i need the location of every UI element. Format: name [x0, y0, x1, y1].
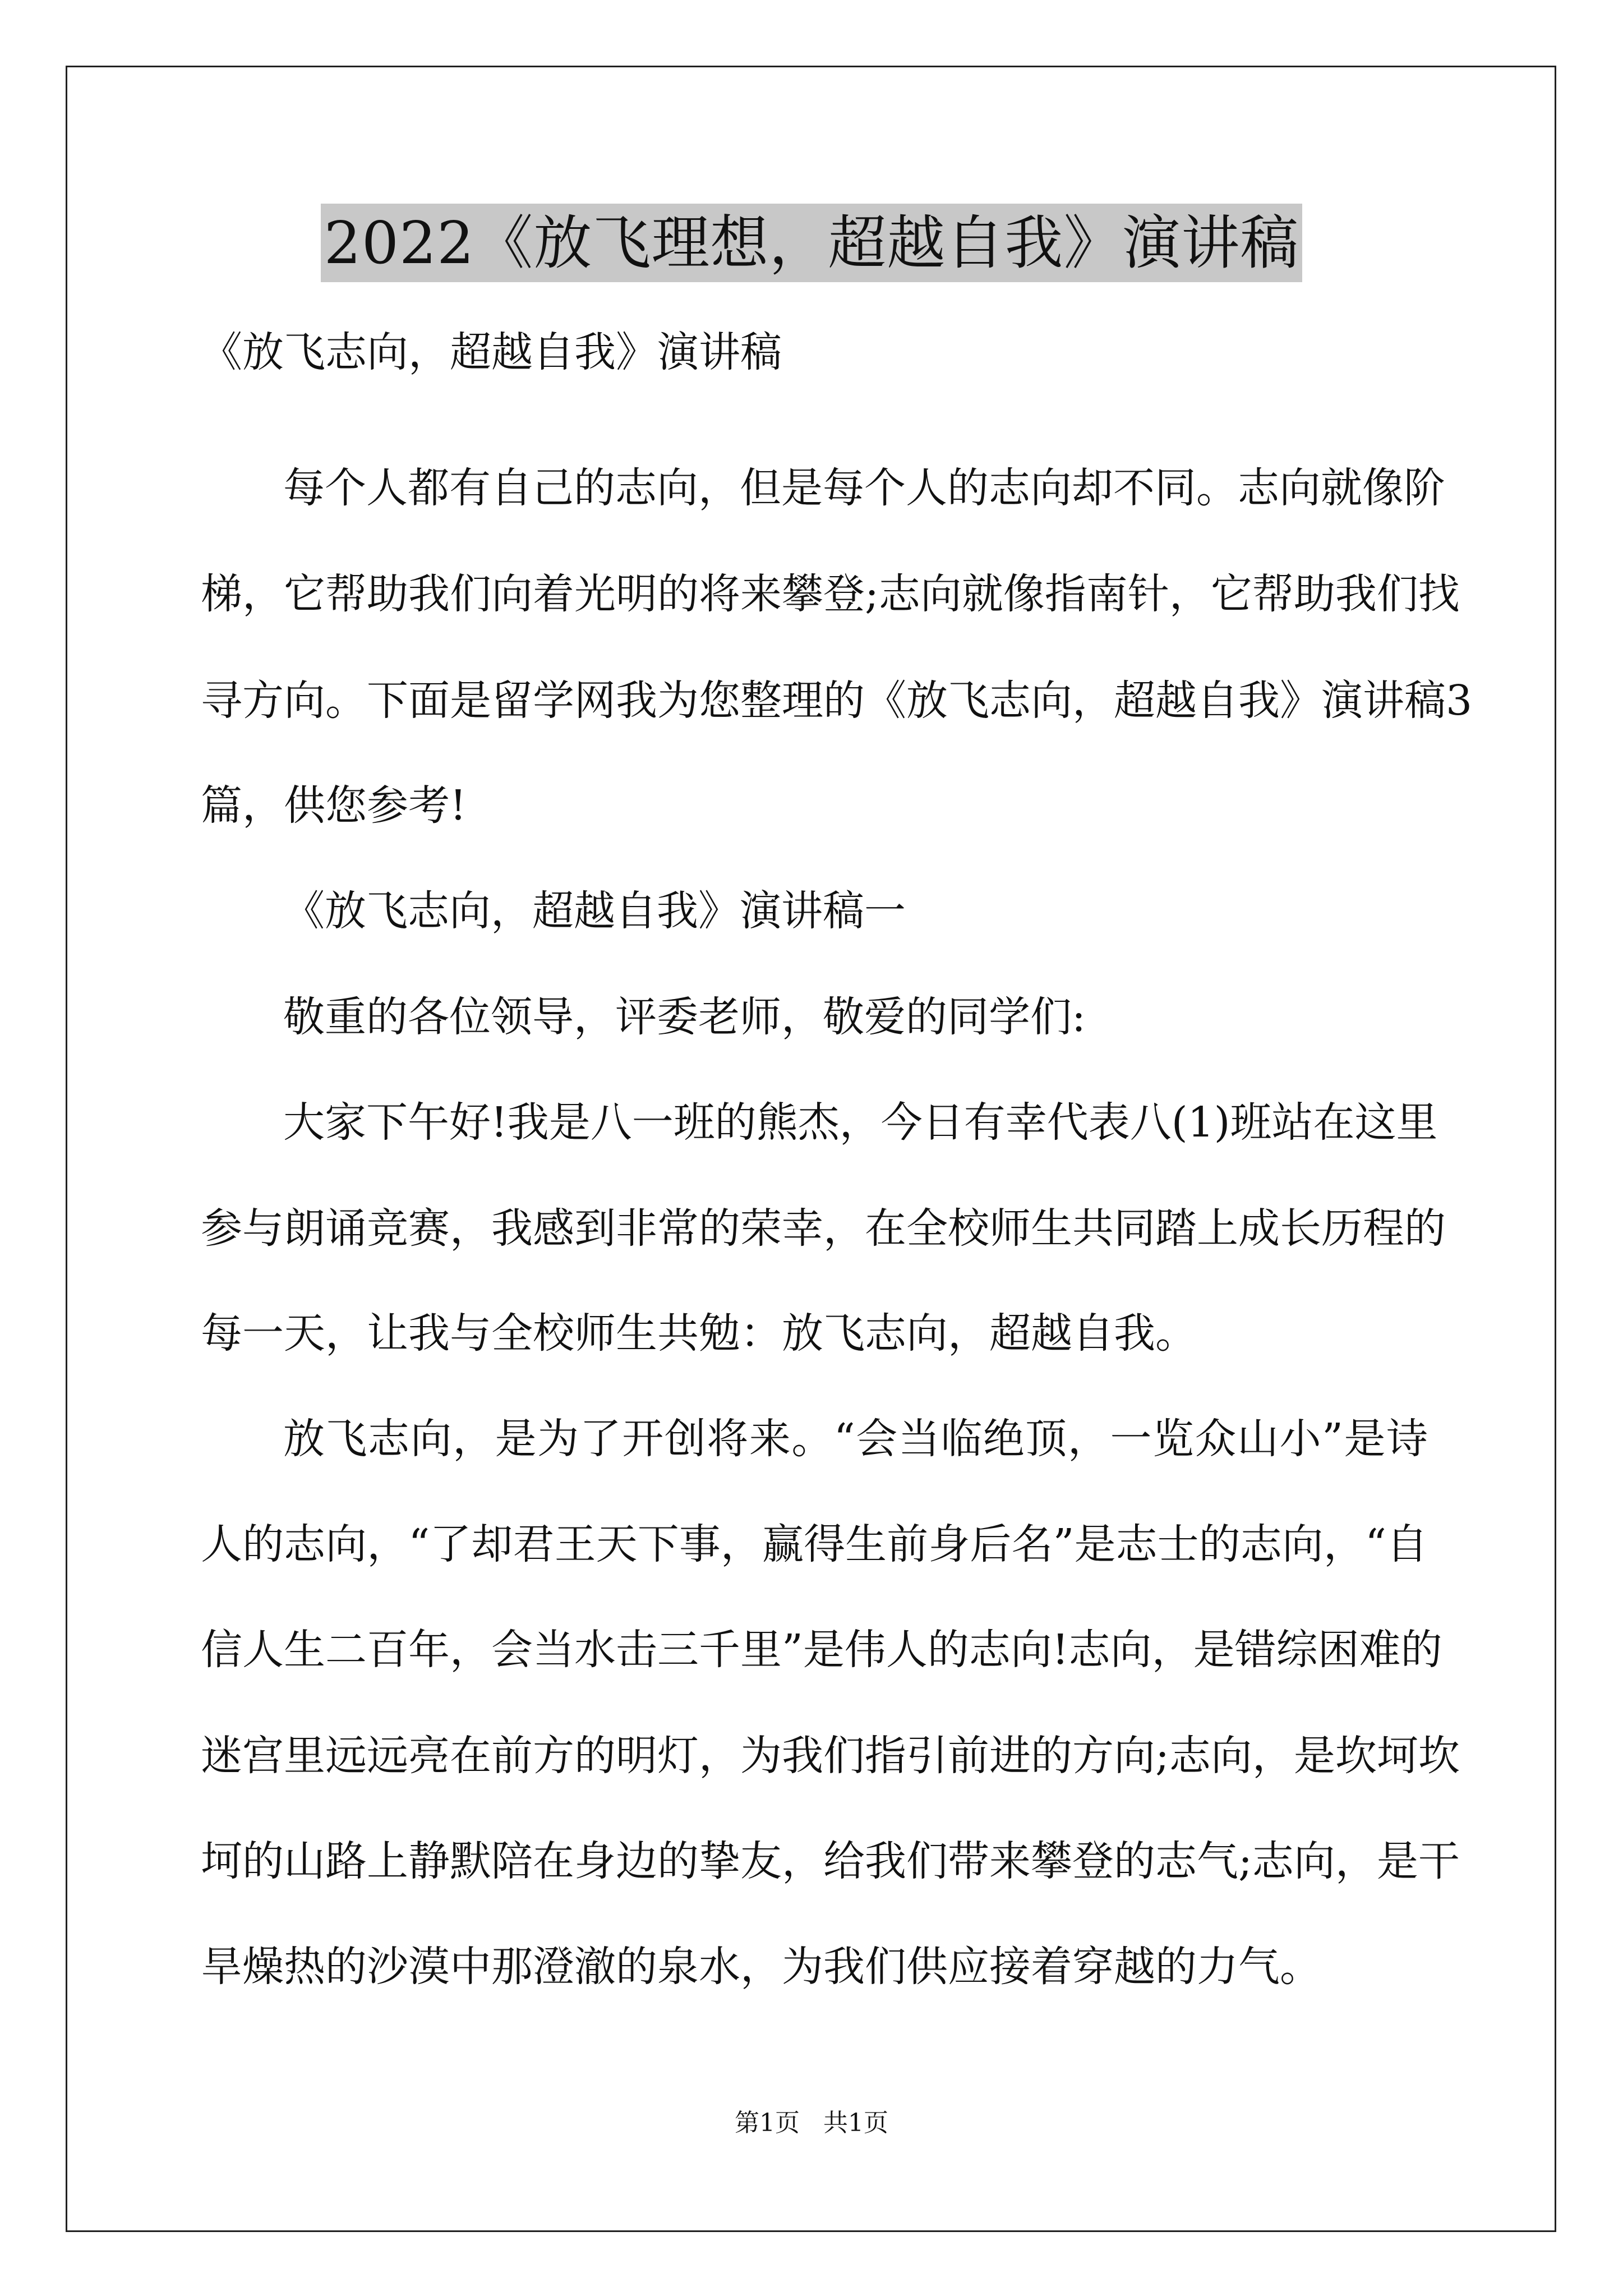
document-title: 2022《放飞理想，超越自我》演讲稿: [321, 204, 1303, 282]
page-total: 共1页: [823, 2109, 888, 2137]
section-heading: 《放飞志向，超越自我》演讲稿一: [283, 887, 906, 935]
paragraph-line: 每个人都有自己的志向，但是每个人的志向却不同。志向就像阶: [283, 464, 1445, 512]
page-footer: [0, 2106, 1623, 2140]
paragraph-line: 放飞志向，是为了开创将来。“会当临绝顶，一览众山小”是诗: [283, 1415, 1428, 1463]
paragraph-line: 坷的山路上静默陪在身边的挚友，给我们带来攀登的志气;志向，是干: [201, 1837, 1460, 1885]
paragraph-line: 篇，供您参考!: [201, 781, 467, 830]
paragraph-line: 大家下午好!我是八一班的熊杰，今日有幸代表八(1)班站在这里: [283, 1098, 1438, 1147]
paragraph-line: 梯，它帮助我们向着光明的将来攀登;志向就像指南针，它帮助我们找: [201, 570, 1460, 618]
paragraph-line: 旱燥热的沙漠中那澄澈的泉水，为我们供应接着穿越的力气。: [201, 1943, 1321, 1991]
paragraph-line: 寻方向。下面是留学网我为您整理的《放飞志向，超越自我》演讲稿3: [201, 677, 1473, 725]
subtitle-line: 《放飞志向，超越自我》演讲稿: [201, 328, 782, 376]
page-number: 第1页: [735, 2109, 800, 2137]
paragraph-line: 人的志向，“了却君王天下事，赢得生前身后名”是志士的志向，“自: [201, 1520, 1428, 1568]
title-container: [0, 204, 1623, 282]
paragraph-line: 参与朗诵竞赛，我感到非常的荣幸，在全校师生共同踏上成长历程的: [201, 1204, 1446, 1253]
paragraph-line: 每一天，让我与全校师生共勉：放飞志向，超越自我。: [201, 1309, 1197, 1358]
salutation-line: 敬重的各位领导，评委老师，敬爱的同学们:: [283, 993, 1086, 1041]
paragraph-line: 迷宫里远远亮在前方的明灯，为我们指引前进的方向;志向，是坎坷坎: [201, 1732, 1460, 1780]
paragraph-line: 信人生二百年，会当水击三千里”是伟人的志向!志向，是错综困难的: [201, 1626, 1442, 1674]
